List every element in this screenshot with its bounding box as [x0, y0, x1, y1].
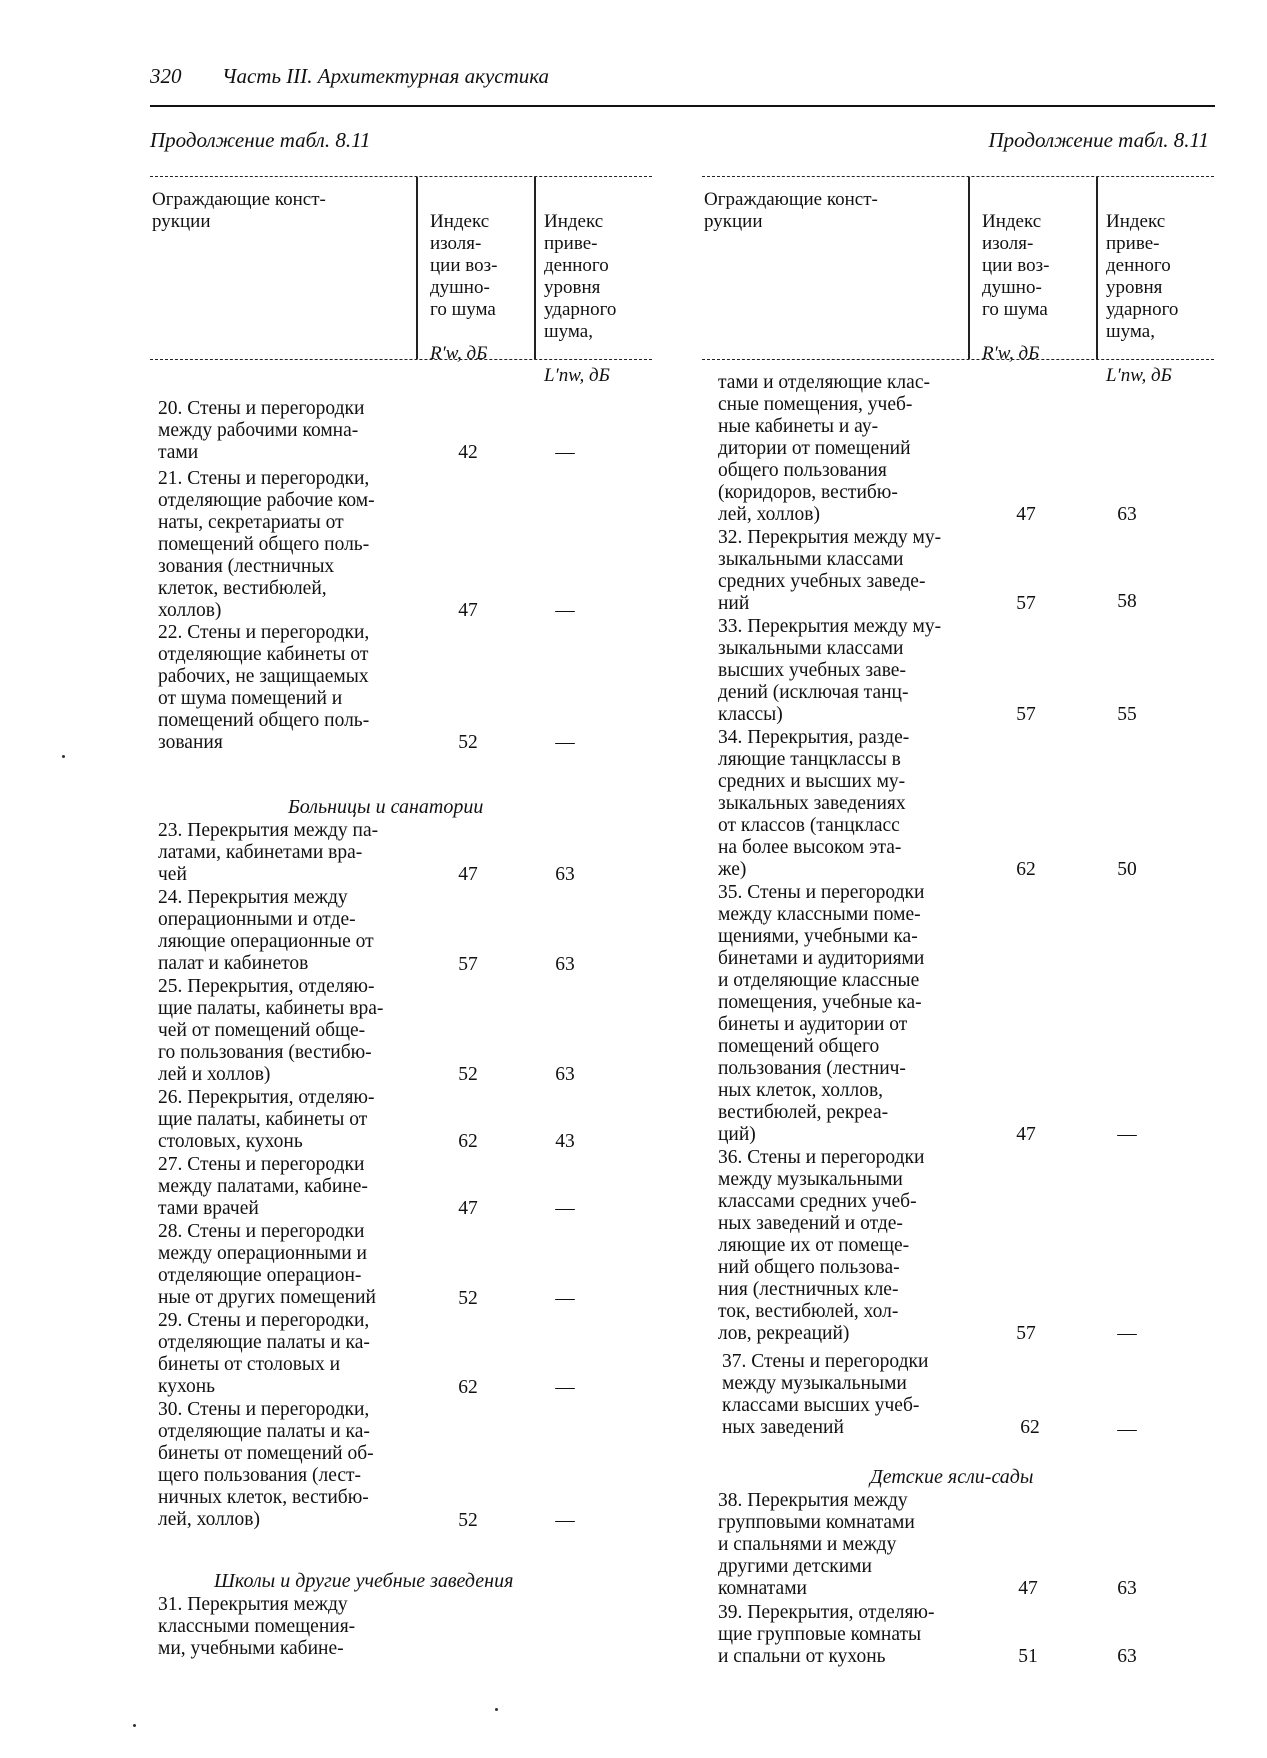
table-row-text: 31. Перекрытия между классными помещения- ми, учебными кабине- — [158, 1594, 356, 1659]
section-heading-hospitals: Больницы и санатории — [288, 796, 484, 818]
header-airborne-unit: R′w, дБ — [430, 343, 488, 364]
header-impact-index-text: Индекс приве- денного уровня ударного шума, — [1106, 211, 1179, 342]
impact-value: 58 — [1117, 591, 1137, 612]
header-impact-unit: L′nw, дБ — [1106, 365, 1172, 386]
airborne-value: 47 — [458, 1198, 478, 1219]
table-row-text: тами и отделяющие клас- сные помещения, учеб- ные кабинеты и ау- дитории от помещений общего пользования (коридоров, вестибю- лей, холлов) — [718, 372, 930, 525]
table-row-text: 29. Стены и перегородки, отделяющие палаты и ка- бинеты от столовых и кухонь — [158, 1310, 370, 1397]
impact-value: 63 — [1117, 1578, 1137, 1599]
header-airborne-index-text: Индекс изоля- ции воз- душно- го шума — [982, 211, 1050, 320]
airborne-value: 47 — [458, 600, 478, 621]
impact-value: — — [1117, 1323, 1137, 1344]
impact-value: — — [555, 600, 575, 621]
table-row-text: 32. Перекрытия между му- зыкальными классами средних учебных заведе- ний — [718, 527, 942, 614]
header-airborne-index — [982, 189, 1049, 365]
impact-value: 55 — [1117, 704, 1137, 725]
airborne-value: 62 — [458, 1377, 478, 1398]
running-header — [150, 60, 1215, 107]
header-airborne-unit: R′w, дБ — [982, 343, 1040, 364]
table-row-text: 21. Стены и перегородки, отделяющие рабочие ком- наты, секретариаты от помещений общего поль- зования (лестничных клеток, вестибюлей, холлов) — [158, 468, 375, 621]
impact-value: — — [555, 732, 575, 753]
airborne-value: 52 — [458, 732, 478, 753]
impact-value: 43 — [555, 1131, 575, 1152]
table-row-text: 20. Стены и перегородки между рабочими комна- тами — [158, 398, 365, 463]
airborne-value: 47 — [458, 864, 478, 885]
section-heading-schools: Школы и другие учебные заведения — [214, 1570, 514, 1592]
airborne-value: 52 — [458, 1510, 478, 1531]
airborne-value: 47 — [1016, 504, 1036, 525]
scan-speck — [133, 1724, 136, 1727]
table-header-right — [702, 176, 1214, 386]
table-row-text: 35. Стены и перегородки между классными поме- щениями, учебными ка- бинетами и аудиториями и отделяющие классные помещения, учебные ка- бинеты и аудитории от помещений общего пользования (лестнич- ных клеток, холлов, вестибюлей, рекреа- ций) — [718, 882, 925, 1145]
header-impact-index — [544, 189, 616, 387]
impact-value: 63 — [555, 864, 575, 885]
impact-value: — — [555, 1198, 575, 1219]
airborne-value: 62 — [458, 1131, 478, 1152]
impact-value: 63 — [1117, 504, 1137, 525]
impact-value: 63 — [555, 954, 575, 975]
section-heading-kindergartens: Детские ясли-сады — [870, 1466, 1034, 1488]
table-row-text: 30. Стены и перегородки, отделяющие палаты и ка- бинеты от помещений об- щего пользования (лест- ничных клеток, вестибю- лей, холлов) — [158, 1399, 374, 1530]
airborne-value: 62 — [1020, 1417, 1040, 1438]
airborne-value: 57 — [1016, 704, 1036, 725]
table-row-text: 33. Перекрытия между му- зыкальными классами высших учебных заве- дений (исключая танц- классы) — [718, 616, 942, 725]
impact-value: 50 — [1117, 859, 1137, 880]
table-row-text: 23. Перекрытия между па- латами, кабинетами вра- чей — [158, 820, 379, 885]
running-title: Часть III. Архитектурная акустика — [222, 64, 550, 88]
header-airborne-index — [430, 189, 497, 365]
table-row-text: 36. Стены и перегородки между музыкальными классами средних учеб- ных заведений и отде- ляющие их от помеще- ний общего пользова- ния (лестничных кле- ток, вестибюлей, хол- лов, рекреаций) — [718, 1147, 925, 1344]
impact-value: 63 — [1117, 1646, 1137, 1667]
airborne-value: 47 — [1016, 1124, 1036, 1145]
airborne-value: 57 — [1016, 1323, 1036, 1344]
impact-value: — — [1117, 1124, 1137, 1145]
airborne-value: 57 — [458, 954, 478, 975]
impact-value: — — [1117, 1419, 1137, 1440]
header-constructions: Ограждающие конст- рукции — [704, 189, 878, 232]
header-airborne-index-text: Индекс изоля- ции воз- душно- го шума — [430, 211, 498, 320]
header-impact-index — [1106, 189, 1178, 387]
header-impact-index-text: Индекс приве- денного уровня ударного шума, — [544, 211, 617, 342]
airborne-value: 57 — [1016, 593, 1036, 614]
airborne-value: 52 — [458, 1288, 478, 1309]
table-row-text: 26. Перекрытия, отделяю- щие палаты, кабинеты от столовых, кухонь — [158, 1087, 375, 1152]
airborne-value: 62 — [1016, 859, 1036, 880]
table-header-left — [150, 176, 652, 386]
header-constructions: Ограждающие конст- рукции — [152, 189, 326, 232]
table-caption-left: Продолжение табл. 8.11 — [150, 128, 371, 152]
table-row-text: 22. Стены и перегородки, отделяющие кабинеты от рабочих, не защищаемых от шума помещений и помещений общего поль- зования — [158, 622, 370, 753]
impact-value: — — [555, 1288, 575, 1309]
table-row-text: 38. Перекрытия между групповыми комнатами и спальнями и между другими детскими комнатами — [718, 1490, 915, 1599]
impact-value: — — [555, 442, 575, 463]
impact-value: 63 — [555, 1064, 575, 1085]
header-impact-unit: L′nw, дБ — [544, 365, 610, 386]
airborne-value: 47 — [1018, 1578, 1038, 1599]
table-row-text: 24. Перекрытия между операционными и отде- ляющие операционные от палат и кабинетов — [158, 887, 374, 974]
airborne-value: 42 — [458, 442, 478, 463]
airborne-value: 51 — [1018, 1646, 1038, 1667]
table-row-text: 39. Перекрытия, отделяю- щие групповые комнаты и спальни от кухонь — [718, 1602, 935, 1667]
scan-speck — [495, 1708, 498, 1711]
table-row-text: 28. Стены и перегородки между операционными и отделяющие операцион- ные от других помещений — [158, 1221, 376, 1308]
impact-value: — — [555, 1510, 575, 1531]
table-caption-right: Продолжение табл. 8.11 — [988, 128, 1209, 152]
impact-value: — — [555, 1377, 575, 1398]
table-row-text: 34. Перекрытия, разде- ляющие танцклассы в средних и высших му- зыкальных заведениях от классов (танцкласс на более высоком эта- же) — [718, 727, 910, 880]
table-row-text: 25. Перекрытия, отделяю- щие палаты, кабинеты вра- чей от помещений обще- го пользования (вестибю- лей и холлов) — [158, 976, 384, 1085]
airborne-value: 52 — [458, 1064, 478, 1085]
table-row-text: 37. Стены и перегородки между музыкальными классами высших учеб- ных заведений — [722, 1351, 929, 1438]
table-row-text: 27. Стены и перегородки между палатами, кабине- тами врачей — [158, 1154, 368, 1219]
page-number: 320 — [150, 64, 182, 88]
scan-speck — [62, 755, 65, 758]
